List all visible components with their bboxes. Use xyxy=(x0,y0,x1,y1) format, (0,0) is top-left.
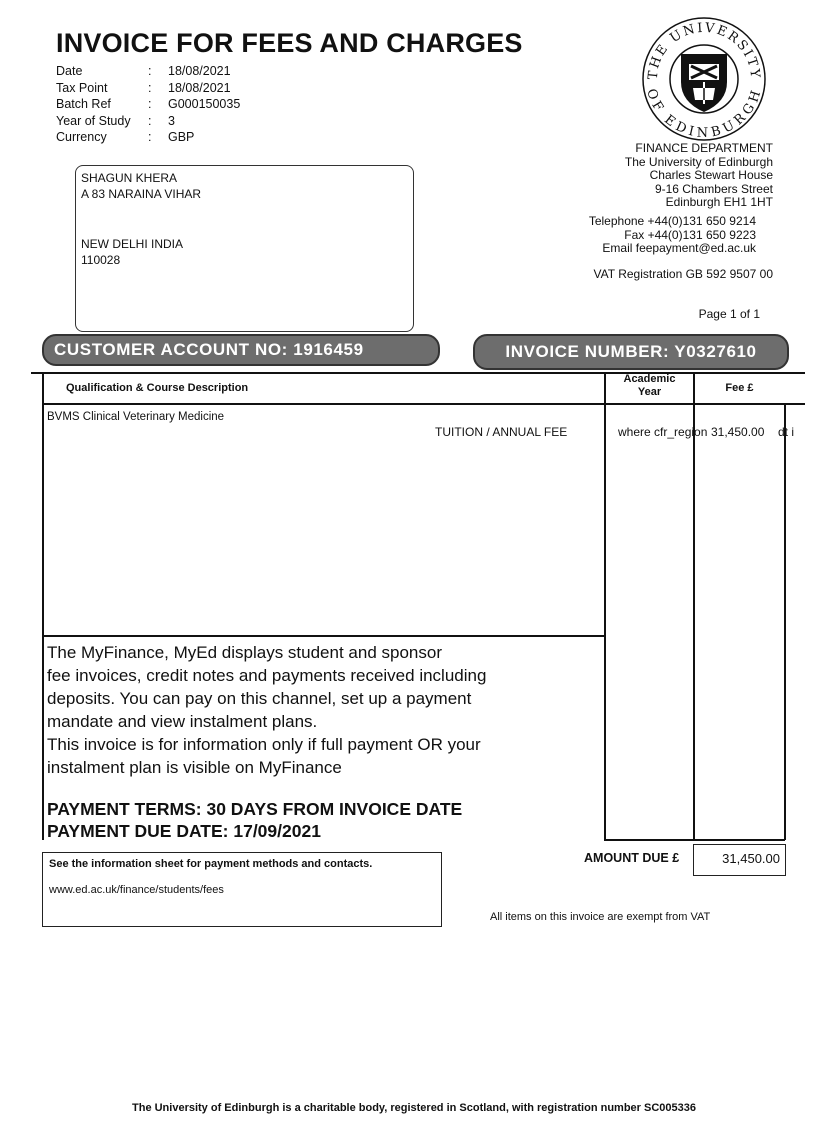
customer-account-number: CUSTOMER ACCOUNT NO: 1916459 xyxy=(54,340,364,359)
column-header-fee: Fee £ xyxy=(725,382,754,394)
finance-department-address xyxy=(625,142,773,210)
note-line: deposits. You can pay on this channel, set up a payment xyxy=(47,689,472,708)
note-line: instalment plan is visible on MyFinance xyxy=(47,758,342,777)
fee-type: TUITION / ANNUAL FEE xyxy=(435,425,568,439)
customer-account-banner xyxy=(42,334,440,366)
payment-due-date: PAYMENT DUE DATE: 17/09/2021 xyxy=(47,821,321,841)
table-notes-divider xyxy=(42,635,605,637)
contact-phone: Telephone +44(0)131 650 9214 xyxy=(588,214,756,228)
customer-postcode: 110028 xyxy=(81,253,121,267)
course-description: BVMS Clinical Veterinary Medicine xyxy=(47,411,225,423)
note-line: fee invoices, credit notes and payments received including xyxy=(47,666,487,685)
payment-terms-text: PAYMENT TERMS: 30 DAYS FROM INVOICE DATE xyxy=(47,799,463,819)
dept-line: 9-16 Chambers Street xyxy=(654,181,773,196)
table-bottom-border xyxy=(604,839,785,841)
meta-label: Year of Study xyxy=(56,113,131,128)
column-header-description: Qualification & Course Description xyxy=(66,382,249,394)
meta-value: 3 xyxy=(168,113,175,128)
column-header-academic-year xyxy=(606,373,693,399)
payment-info-text: See the information sheet for payment methods and contacts. xyxy=(49,858,373,870)
contact-fax: Fax +44(0)131 650 9223 xyxy=(624,227,756,242)
invoice-meta xyxy=(56,63,240,146)
table-col-divider-fee xyxy=(693,372,695,840)
fee-value-overlap: dt i xyxy=(778,425,795,439)
invoice-number: INVOICE NUMBER: Y0327610 xyxy=(505,342,757,361)
meta-row-year-of-study: Year of Study : 3 xyxy=(56,113,175,128)
note-line: This invoice is for information only if full payment OR your xyxy=(47,735,481,754)
table-right-border xyxy=(784,405,786,840)
dept-line: Edinburgh EH1 1HT xyxy=(665,195,773,209)
table-left-border xyxy=(42,372,44,840)
customer-city: NEW DELHI INDIA xyxy=(81,237,184,251)
meta-row-tax-point: Tax Point : 18/08/2021 xyxy=(56,80,231,95)
meta-value: 18/08/2021 xyxy=(168,64,231,78)
invoice-number-banner xyxy=(473,334,789,370)
meta-value: 18/08/2021 xyxy=(168,80,231,95)
meta-row-date: Date : 18/08/2021 xyxy=(56,64,231,78)
charity-footer: The University of Edinburgh is a charitable body, registered in Scotland, with registration number SC005336 xyxy=(132,1102,696,1114)
meta-label: Date xyxy=(56,64,83,78)
note-line: The MyFinance, MyEd displays student and sponsor xyxy=(47,643,442,662)
note-line: mandate and view instalment plans. xyxy=(47,712,318,731)
table-header-divider xyxy=(42,403,805,405)
meta-value: G000150035 xyxy=(168,97,241,111)
amount-due-value: 31,450.00 xyxy=(722,851,780,866)
contact-email: Email feepayment@ed.ac.uk xyxy=(602,241,756,255)
dept-line: Charles Stewart House xyxy=(649,168,773,182)
dept-line: The University of Edinburgh xyxy=(624,154,773,169)
meta-row-batch-ref: Batch Ref : G000150035 xyxy=(56,97,241,111)
meta-label: Currency xyxy=(56,130,107,144)
invoice-title: INVOICE FOR FEES AND CHARGES xyxy=(56,28,523,58)
myfinance-notes xyxy=(47,641,486,779)
meta-label: Batch Ref xyxy=(56,97,111,111)
table-col-divider-year xyxy=(604,372,606,840)
page-number: Page 1 of 1 xyxy=(698,307,760,321)
meta-value: GBP xyxy=(168,130,195,144)
crest-text-bottom: OF EDINBURGH xyxy=(643,87,765,141)
payment-info-url[interactable]: www.ed.ac.uk/finance/students/fees xyxy=(49,884,224,896)
column-header-academic-year-line2: Year xyxy=(637,386,662,398)
customer-address-top xyxy=(81,170,201,202)
customer-name: SHAGUN KHERA xyxy=(81,171,178,185)
amount-due-label: AMOUNT DUE £ xyxy=(584,851,680,865)
university-crest-logo xyxy=(641,16,767,142)
customer-address-line: A 83 NARAINA VIHAR xyxy=(81,187,202,201)
finance-contact xyxy=(589,215,756,256)
dept-line: FINANCE DEPARTMENT xyxy=(635,141,773,155)
crest-text-top: THE UNIVERSITY xyxy=(645,20,763,81)
vat-registration: VAT Registration GB 592 9507 00 xyxy=(593,267,773,281)
meta-label: Tax Point xyxy=(56,80,108,95)
academic-year-value: where cfr_region xyxy=(618,425,708,439)
column-header-academic-year-line1: Academic xyxy=(623,373,676,385)
payment-terms xyxy=(47,798,462,842)
vat-exempt-note: All items on this invoice are exempt from VAT xyxy=(490,911,711,923)
fee-value: 31,450.00 xyxy=(711,425,765,439)
customer-address-bottom xyxy=(81,236,183,268)
meta-row-currency: Currency : GBP xyxy=(56,130,195,144)
